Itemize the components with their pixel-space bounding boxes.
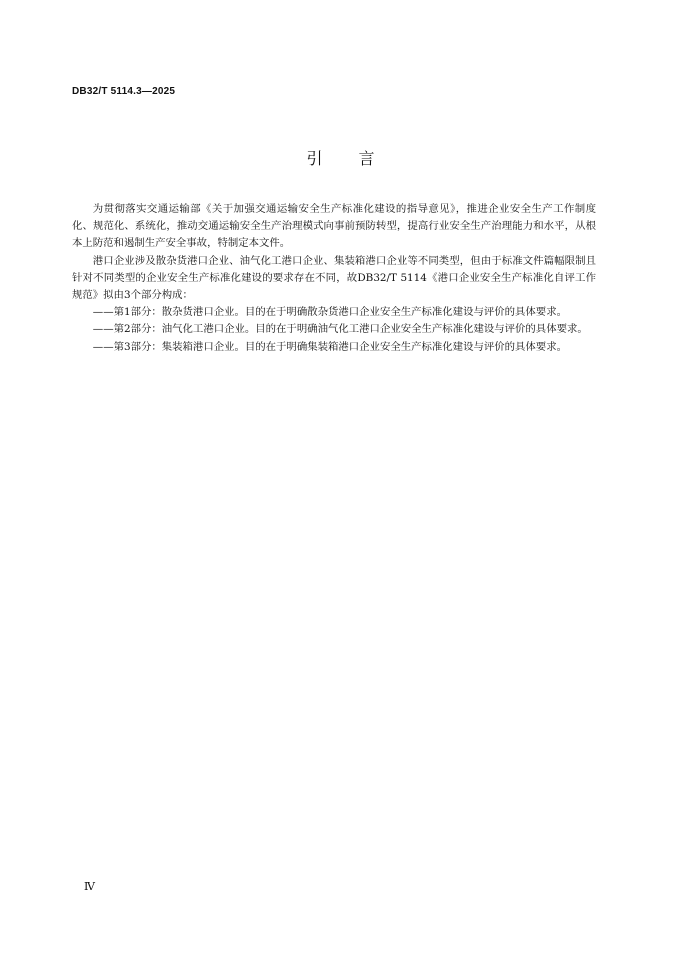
- list-item-part-2: ——第2部分：油气化工港口企业。目的在于明确油气化工港口企业安全生产标准化建设与评价的具体要求。: [92, 323, 588, 336]
- page-title-char-1: 引: [306, 149, 323, 168]
- page-title: [0, 146, 681, 169]
- list-item-part-3: ——第3部分：集装箱港口企业。目的在于明确集装箱港口企业安全生产标准化建设与评价的具体要求。: [92, 340, 567, 353]
- document-code: DB32/T 5114.3—2025: [72, 86, 176, 97]
- list-item-part-1: ——第1部分：散杂货港口企业。目的在于明确散杂货港口企业安全生产标准化建设与评价的具体要求。: [92, 306, 567, 319]
- page-title-char-2: 言: [358, 149, 375, 168]
- page-number: Ⅳ: [84, 880, 95, 893]
- paragraph-purpose: 为贯彻落实交通运输部《关于加强交通运输安全生产标准化建设的指导意见》，推进企业安全生产工作制度化、规范化、系统化，推动交通运输安全生产治理模式向事前预防转型，提高行业安全生产治理能力和水平，从根本上防范和遏制生产安全事故，特制定本文件。: [72, 203, 596, 250]
- paragraph-structure: 港口企业涉及散杂货港口企业、油气化工港口企业、集装箱港口企业等不同类型，但由于标准文件篇幅限制且针对不同类型的企业安全生产标准化建设的要求存在不同，故DB32/T 5114《港口企业安全生产标准化自评工作规范》拟由3个部分构成：: [72, 254, 596, 302]
- introduction-body: [72, 201, 596, 356]
